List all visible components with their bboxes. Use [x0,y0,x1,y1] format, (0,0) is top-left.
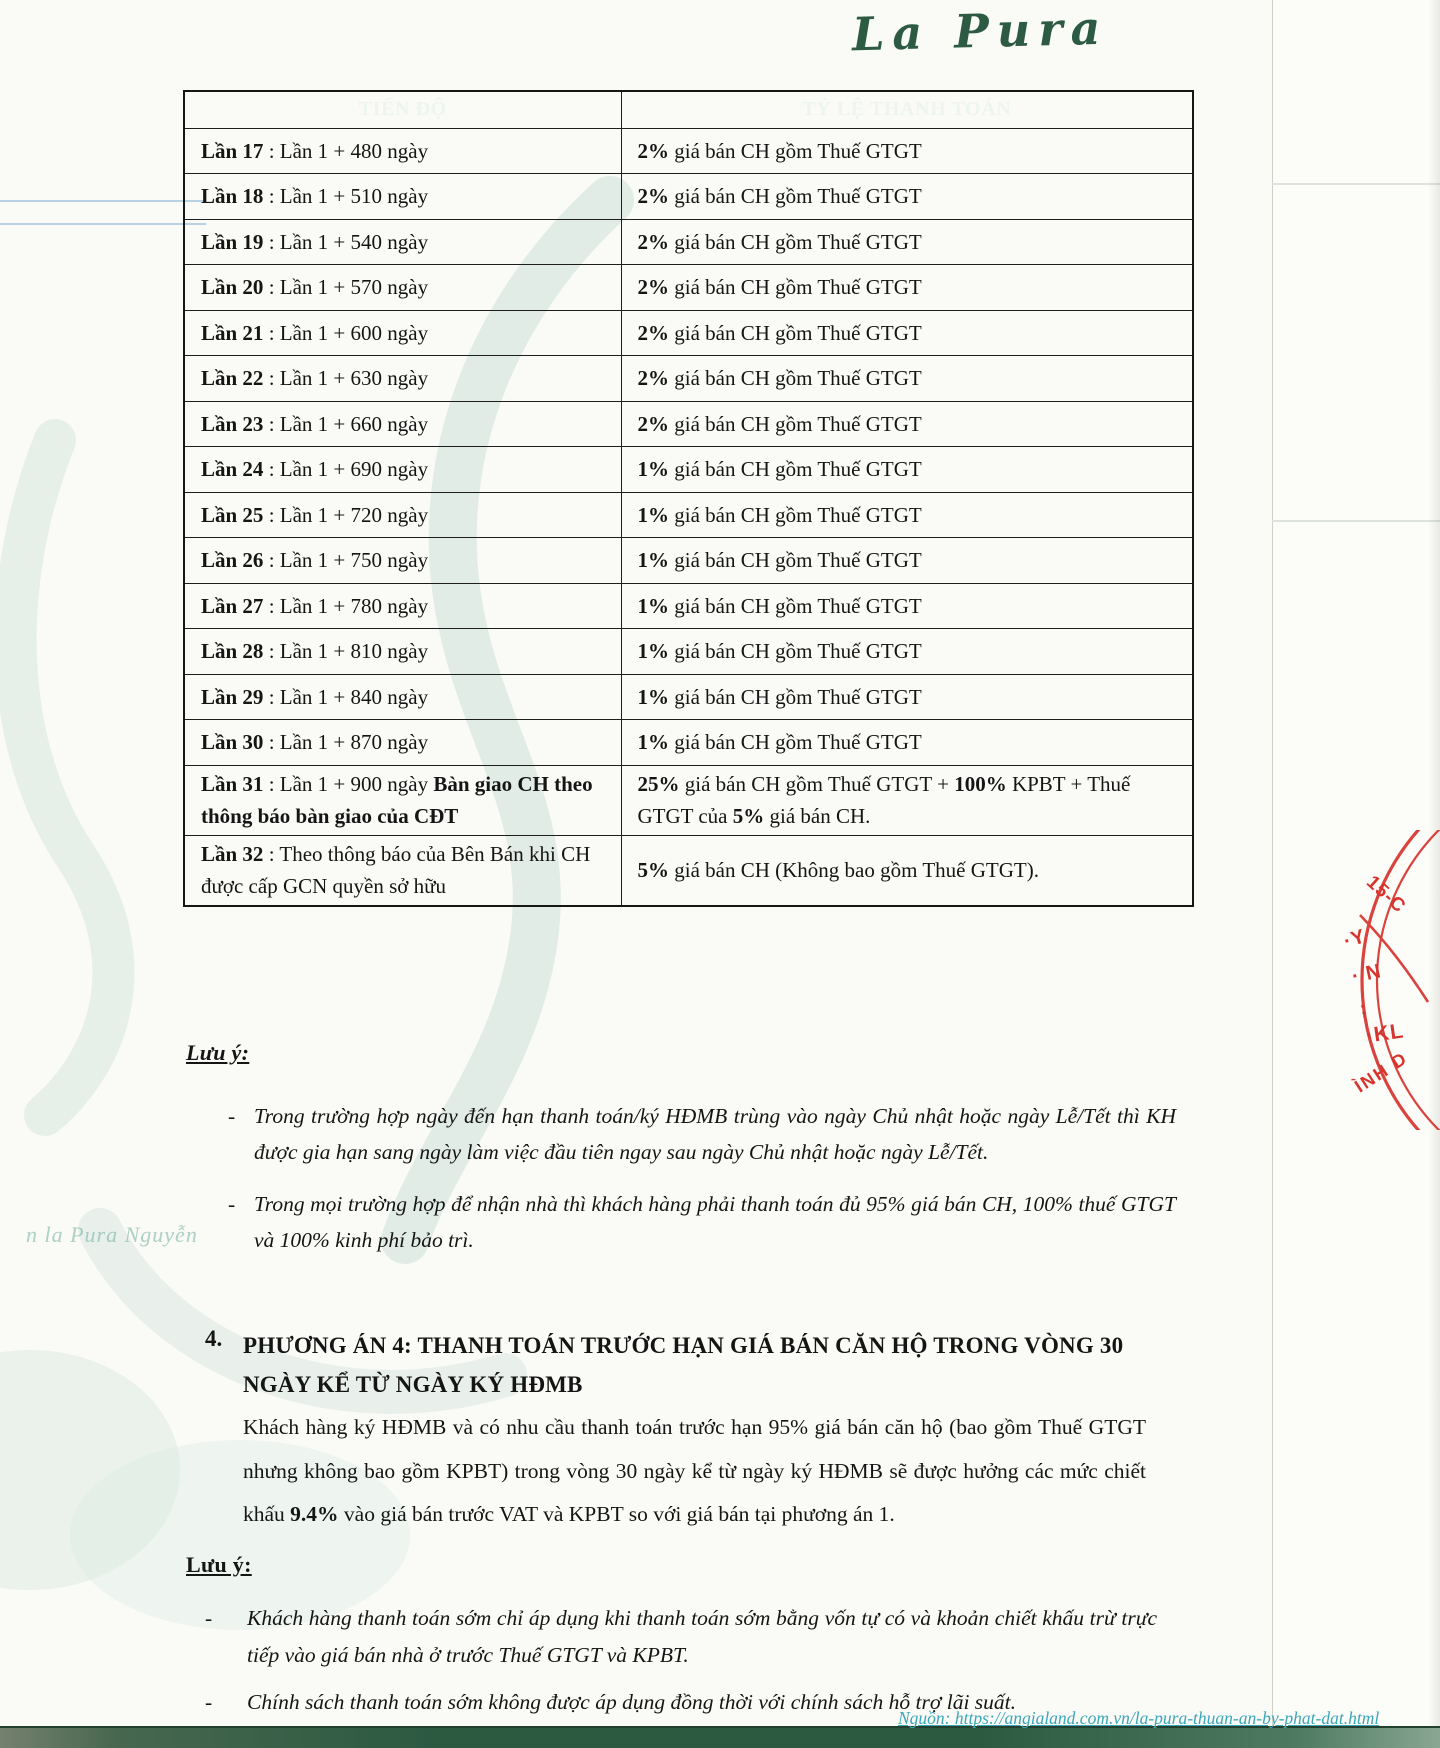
table-row [184,310,1193,356]
table-row [184,401,1193,447]
payment-ratio-cell: 1% giá bán CH gồm Thuế GTGT [621,492,1193,538]
schedule-cell: Lần 19 : Lần 1 + 540 ngày [184,219,621,265]
schedule-cell: Lần 29 : Lần 1 + 840 ngày [184,674,621,720]
stamp-text-fragment: 15-C [1362,871,1410,918]
table-row [184,447,1193,493]
schedule-cell: Lần 20 : Lần 1 + 570 ngày [184,265,621,311]
table-row [184,538,1193,584]
payment-ratio-cell: 25% giá bán CH gồm Thuế GTGT + 100% KPBT + Thuế GTGT của 5% giá bán CH. [621,765,1193,835]
schedule-cell: Lần 18 : Lần 1 + 510 ngày [184,174,621,220]
notes2-heading: Lưu ý: [186,1552,252,1577]
payment-ratio-cell: 5% giá bán CH (Không bao gồm Thuế GTGT). [621,835,1193,906]
table-row [184,765,1193,835]
stamp-text-fragment: ·KL [1364,1019,1406,1048]
table-row [184,265,1193,311]
column-header-ty-le-thanh-toan: TỶ LỆ THANH TOÁN [621,91,1193,128]
section4-paragraph: Khách hàng ký HĐMB và có nhu cầu thanh toán trước hạn 95% giá bán căn hộ (bao gồm Thuế GTGT nhưng không bao gồm KPBT) trong vòng 30 ngày kể từ ngày ký HĐMB sẽ được hưởng các mức chiết khấu 9.4% vào giá bán trước VAT và KPBT so với giá bán tại phương án 1. [243,1415,1146,1526]
table-row [184,674,1193,720]
notes1-heading: Lưu ý: [186,1040,250,1065]
stamp-text-fragment: · N [1349,960,1384,988]
payment-ratio-cell: 1% giá bán CH gồm Thuế GTGT [621,447,1193,493]
schedule-cell: Lần 27 : Lần 1 + 780 ngày [184,583,621,629]
payment-ratio-cell: 1% giá bán CH gồm Thuế GTGT [621,629,1193,675]
payment-table-body [184,128,1193,906]
section4-number: 4. [205,1326,223,1351]
note-item: - Khách hàng thanh toán sớm chỉ áp dụng khi thanh toán sớm bằng vốn tự có và khoản chiết khấu trừ trực tiếp vào giá bán nhà ở trước Thuế GTGT và KPBT. [205,1600,1157,1674]
section4-title: PHƯƠNG ÁN 4: THANH TOÁN TRƯỚC HẠN GIÁ BÁN CĂN HỘ TRONG VÒNG 30 NGÀY KỂ TỪ NGÀY KÝ HĐMB [243,1333,1124,1397]
table-row [184,720,1193,766]
red-stamp-graphic [1330,830,1440,1130]
schedule-cell: Lần 28 : Lần 1 + 810 ngày [184,629,621,675]
scan-artifact-line [1272,520,1440,522]
payment-schedule-table [183,90,1194,907]
schedule-cell: Lần 22 : Lần 1 + 630 ngày [184,356,621,402]
payment-ratio-cell: 1% giá bán CH gồm Thuế GTGT [621,583,1193,629]
note-item: - Trong mọi trường hợp để nhận nhà thì khách hàng phải thanh toán đủ 95% giá bán CH, 100% thuế GTGT và 100% kinh phí bảo trì. [228,1186,1176,1258]
payment-ratio-cell: 1% giá bán CH gồm Thuế GTGT [621,538,1193,584]
schedule-cell: Lần 17 : Lần 1 + 480 ngày [184,128,621,174]
stamp-text-fragment: ÌNH D [1351,1047,1412,1097]
payment-ratio-cell: 2% giá bán CH gồm Thuế GTGT [621,219,1193,265]
payment-ratio-cell: 2% giá bán CH gồm Thuế GTGT [621,356,1193,402]
schedule-cell: Lần 23 : Lần 1 + 660 ngày [184,401,621,447]
schedule-cell: Lần 24 : Lần 1 + 690 ngày [184,447,621,493]
payment-ratio-cell: 2% giá bán CH gồm Thuế GTGT [621,174,1193,220]
scan-artifact-line [0,223,206,225]
note-item: - Trong trường hợp ngày đến hạn thanh toán/ký HĐMB trùng vào ngày Chủ nhật hoặc ngày Lễ/Tết thì KH được gia hạn sang ngày làm việc đầu tiên ngay sau ngày Chủ nhật hoặc ngày Lễ/Tết. [228,1098,1176,1170]
stamp-text-fragment: ; [1358,997,1369,1019]
table-row [184,492,1193,538]
schedule-cell: Lần 30 : Lần 1 + 870 ngày [184,720,621,766]
la-pura-logo: La Pura [851,0,1109,62]
table-row [184,174,1193,220]
payment-ratio-cell: 2% giá bán CH gồm Thuế GTGT [621,265,1193,311]
table-row [184,128,1193,174]
scan-artifact-line [0,200,206,202]
notes1-list [228,1098,1176,1274]
schedule-cell: Lần 31 : Lần 1 + 900 ngày Bàn giao CH theo thông báo bàn giao của CĐT [184,765,621,835]
table-row [184,835,1193,906]
table-row [184,219,1193,265]
schedule-cell: Lần 32 : Theo thông báo của Bên Bán khi CH được cấp GCN quyền sở hữu [184,835,621,906]
column-header-tien-do: TIẾN ĐỘ [184,91,621,128]
footer-green-bar [0,1726,1440,1748]
table-header-row [184,91,1193,128]
schedule-cell: Lần 21 : Lần 1 + 600 ngày [184,310,621,356]
payment-ratio-cell: 1% giá bán CH gồm Thuế GTGT [621,674,1193,720]
note-item: - Chính sách thanh toán sớm không được áp dụng đồng thời với chính sách hỗ trợ lãi suất. [205,1684,1157,1721]
payment-ratio-cell: 2% giá bán CH gồm Thuế GTGT [621,310,1193,356]
watermark-text: n la Pura Nguyễn [26,1222,198,1247]
stamp-text-fragment: ·Y [1340,925,1369,953]
schedule-cell: Lần 25 : Lần 1 + 720 ngày [184,492,621,538]
payment-ratio-cell: 2% giá bán CH gồm Thuế GTGT [621,128,1193,174]
table-row [184,356,1193,402]
payment-ratio-cell: 2% giá bán CH gồm Thuế GTGT [621,401,1193,447]
scan-artifact-line [1272,183,1440,185]
payment-ratio-cell: 1% giá bán CH gồm Thuế GTGT [621,720,1193,766]
table-row [184,583,1193,629]
schedule-cell: Lần 26 : Lần 1 + 750 ngày [184,538,621,584]
source-url-link[interactable]: Nguồn: https://angialand.com.vn/la-pura-thuan-an-by-phat-dat.html [898,1708,1380,1728]
table-row [184,629,1193,675]
